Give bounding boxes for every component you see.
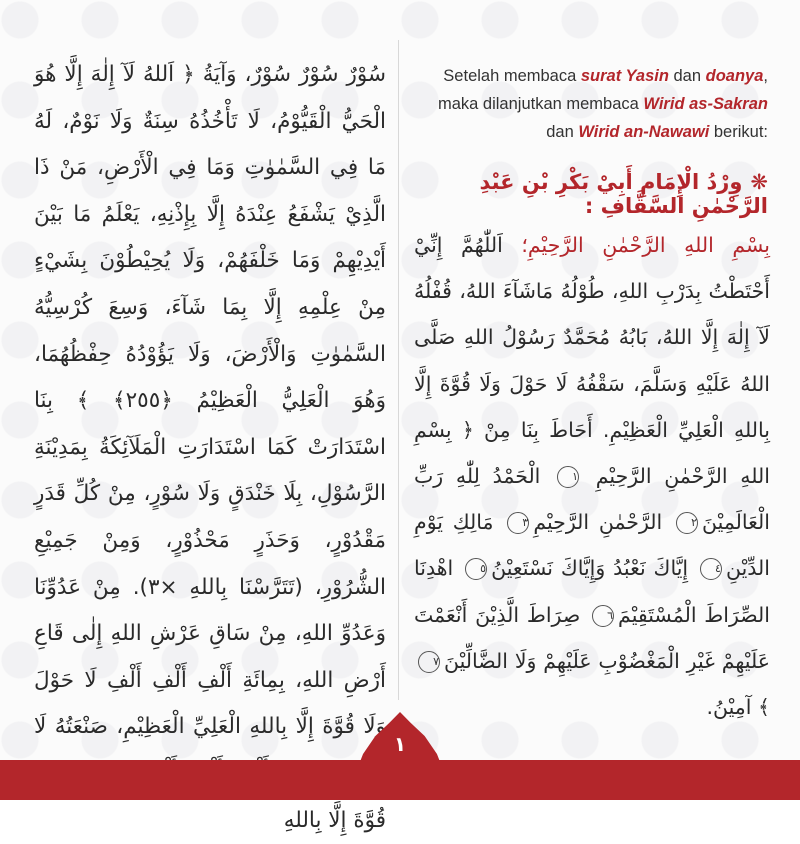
intro-highlight: doanya [705,67,764,85]
right-page-text [414,222,770,730]
heading-text: وِرْدُ الْإِمَامِ أَبِيْ بَكْرِ بْنِ عَبْدِ الرَّحْمٰنِ السَّقَّافِ : [479,170,768,218]
basmalah: بِسْمِ اللهِ الرَّحْمٰنِ الرَّحِيْمِ؛ [521,233,771,257]
wirid-ending: ﴾ آمِيْنُ. [706,695,770,720]
fatiha-verse: الْحَمْدُ لِلّٰهِ رَبِّ الْعَالَمِيْنَ [414,464,770,535]
ayah-number: ٢ [676,512,698,534]
heading-star-icon: ❋ [750,170,768,194]
intro-text: Setelah membaca [443,67,581,85]
wirid-body: اَللّٰهُمَّ إِنِّيْ أَحْتَطْتُ بِدَرْبِ اللهِ، طُوْلُهُ مَاشَآءَ اللهُ، قُفْلُهُ لَآ إِلٰهَ إِلَّا اللهُ، بَابُهُ مُحَمَّدٌ رَسُوْلُ اللهِ صَلَّى اللهُ عَلَيْهِ وَسَلَّمَ، سَقْفُهُ لَا حَوْلَ وَلَا قُوَّةَ إِلَّا بِاللهِ الْعَلِيِّ الْعَظِيْمِ. أَحَاطَ بِنَا مِنْ ﴿ بِسْمِ اللهِ الرَّحْمٰنِ الرَّحِيْمِ [414,233,770,489]
ayah-number: ٧ [418,651,440,673]
fatiha-verse: اهْدِنَا الصِّرَاطَ الْمُسْتَقِيْمَ [414,556,770,627]
intro-paragraph [418,62,768,146]
ayah-number: ٣ [507,512,529,534]
left-page [0,0,398,833]
intro-highlight: surat Yasin [580,67,669,85]
intro-text: , maka dilanjutkan membaca [437,67,768,113]
fatiha-verse: الرَّحْمٰنِ الرَّحِيْمِ [533,510,673,535]
intro-text: dan [546,123,579,141]
fatiha-verse: مَالِكِ يَوْمِ الدِّيْنِ [414,510,770,581]
ayah-number-1: ١ [557,466,579,488]
fatiha-verse: صِرَاطَ الَّذِيْنَ أَنْعَمْتَ عَلَيْهِمْ غَيْرِ الْمَغْضُوْبِ عَلَيْهِمْ وَلَا الضَّالِّيْنَ [414,602,770,673]
page-number: ١ [393,732,407,756]
fatiha-verses [414,464,770,673]
ayah-number: ٦ [592,605,614,627]
wirid-heading [418,170,768,218]
intro-text: dan [668,67,706,85]
intro-highlight: Wirid as-Sakran [643,95,768,113]
intro-highlight: Wirid an-Nawawi [578,123,710,141]
ayah-number: ٥ [465,558,487,580]
intro-text: berikut: [709,123,768,141]
footer-band [0,760,800,800]
page-gutter [398,40,399,700]
ayah-number: ٤ [700,558,722,580]
left-page-text: سُوْرٌ سُوْرٌ سُوْرٌ، وَآيَةُ ﴿ اَللهُ لَآ إِلٰهَ إِلَّا هُوَ الْحَيُّ الْقَيُّوْمُ، لَا تَأْخُذُهُ سِنَةٌ وَلَا نَوْمٌ، لَهُ مَا فِي السَّمٰوٰتِ وَمَا فِي الْأَرْضِ، مَنْ ذَا الَّذِيْ يَشْفَعُ عِنْدَهُ إِلَّا بِإِذْنِهِ، يَعْلَمُ مَا بَيْنَ أَيْدِيْهِمْ وَمَا خَلْفَهُمْ، وَلَا يُحِيْطُوْنَ بِشَيْءٍ مِنْ عِلْمِهِ إِلَّا بِمَا شَآءَ، وَسِعَ كُرْسِيُّهُ السَّمٰوٰتِ وَالْأَرْضَ، وَلَا يَؤُوْدُهُ حِفْظُهُمَا، وَهُوَ الْعَلِيُّ الْعَظِيْمُ ﴿٢٥٥﴾ ﴾ بِنَا اسْتَدَارَتْ كَمَا اسْتَدَارَتِ الْمَلَآئِكَةُ بِمَدِيْنَةِ الرَّسُوْلِ، بِلَا خَنْدَقٍ وَلَا سُوْرٍ، مِنْ كُلِّ قَدَرٍ مَقْدُوْرٍ، وَحَذَرٍ مَحْذُوْرٍ، وَمِنْ جَمِيْعِ الشُّرُوْرِ، (تَتَرَّسْنَا بِاللهِ ×٣). مِنْ عَدُوِّنَا وَعَدُوِّ اللهِ، مِنْ سَاقِ عَرْشِ اللهِ إِلٰى قَاعِ أَرْضِ اللهِ، بِمِائَةِ أَلْفِ أَلْفِ أَلْفِ لَا حَوْلَ وَلَا قُوَّةَ إِلَّا بِاللهِ الْعَلِيِّ الْعَظِيْمِ، صَنْعَتُهُ لَا قُوَّةَ إِلَّا بِاللهِ [34,62,386,833]
fatiha-verse: إِيَّاكَ نَعْبُدُ وَإِيَّاكَ نَسْتَعِيْنُ [491,556,696,581]
